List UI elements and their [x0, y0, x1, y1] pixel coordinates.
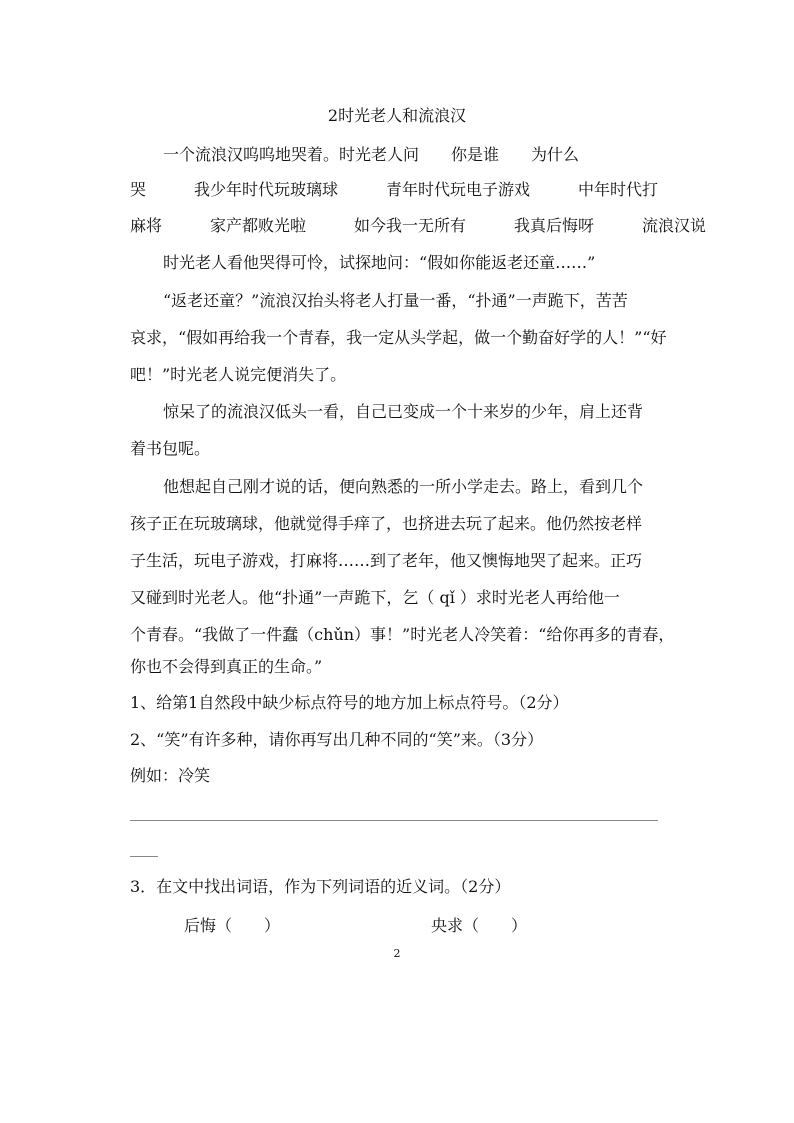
text-line: 又碰到时光老人。他“扑通”一声跪下，乞（ qǐ ）求时光老人再给他一 [130, 588, 620, 607]
question-2: 2、“笑”有许多种，请你再写出几种不同的“笑”来。（3分） [130, 730, 544, 749]
page-title: 2时光老人和流浪汉 [327, 106, 467, 125]
page-number: 2 [393, 947, 401, 960]
question-3: 3．在文中找出词语，作为下列词语的近义词。（2分） [130, 877, 511, 896]
synonym-blank: 央求（ ） [431, 916, 528, 935]
text-line: 吧！”时光老人说完便消失了。 [130, 365, 347, 384]
text-line: 孩子正在玩玻璃球，他就觉得手痒了，也挤进去玩了起来。他仍然按老样 [130, 514, 643, 533]
answer-line [130, 820, 658, 821]
text-line: 个青春。“我做了一件蠢（chǔn）事！”时光老人冷笑着：“给你再多的青春， [130, 625, 675, 644]
example-line: 例如：冷笑 [130, 766, 211, 785]
synonym-blank: 后悔（ ） [184, 916, 281, 935]
text-line: “返老还童？”流浪汉抬头将老人打量一番，“扑通”一声跪下，苦苦 [163, 291, 628, 310]
text-line: 一个流浪汉呜呜地哭着。时光老人问 你是谁 为什么 [163, 145, 580, 164]
text-line: 子生活，玩电子游戏，打麻将……到了老年，他又懊悔地哭了起来。正巧 [130, 551, 643, 570]
text-line: 惊呆了的流浪汉低头一看，自己已变成一个十来岁的少年，肩上还背 [163, 402, 644, 421]
answer-line [130, 856, 158, 857]
text-line: 他想起自己刚才说的话，便向熟悉的一所小学走去。路上，看到几个 [163, 477, 644, 496]
text-line: 你也不会得到真正的生命。” [130, 657, 323, 676]
text-line: 哀求，“假如再给我一个青春，我一定从头学起，做一个勤奋好学的人！”“好 [130, 328, 667, 347]
text-line: 时光老人看他哭得可怜，试探地问：“假如你能返老还童……” [163, 253, 596, 272]
question-1: 1、给第1自然段中缺少标点符号的地方加上标点符号。（2分） [130, 693, 569, 712]
text-line: 麻将 家产都败光啦 如今我一无所有 我真后悔呀 流浪汉说 [130, 216, 707, 235]
text-line: 哭 我少年时代玩玻璃球 青年时代玩电子游戏 中年时代打 [130, 180, 659, 199]
text-line: 着书包呢。 [130, 439, 211, 458]
